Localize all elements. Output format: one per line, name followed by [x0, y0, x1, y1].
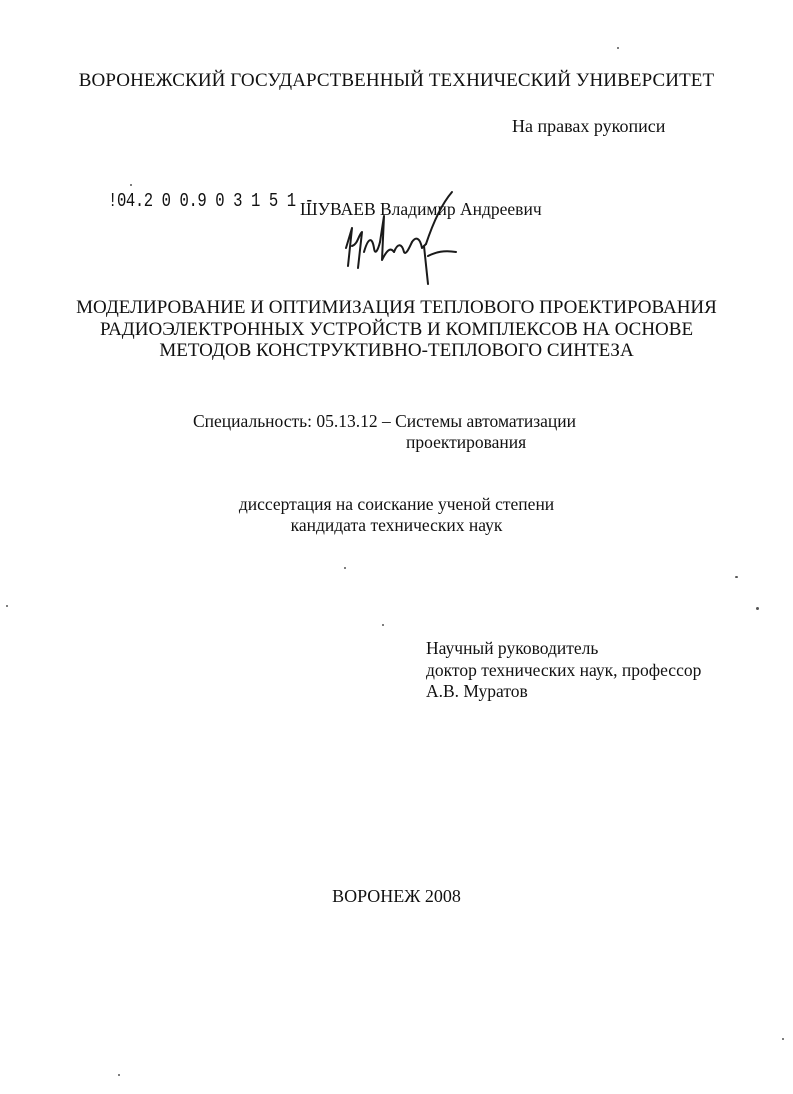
- thesis-line-2: кандидата технических наук: [290, 515, 503, 535]
- scan-speck: [6, 605, 8, 607]
- scan-speck: [344, 567, 346, 569]
- author-name: ШУВАЕВ Владимир Андреевич: [300, 199, 542, 219]
- title-line-2: РАДИОЭЛЕКТРОННЫХ УСТРОЙСТВ И КОМПЛЕКСОВ НА ОСНОВЕ: [99, 318, 694, 340]
- scan-speck: [130, 184, 132, 186]
- scan-speck: [782, 1038, 784, 1040]
- city-and-year: ВОРОНЕЖ 2008: [332, 886, 461, 906]
- university-name: ВОРОНЕЖСКИЙ ГОСУДАРСТВЕННЫЙ ТЕХНИЧЕСКИЙ УНИВЕРСИТЕТ: [78, 70, 715, 91]
- title-line-1: МОДЕЛИРОВАНИЕ И ОПТИМИЗАЦИЯ ТЕПЛОВОГО ПРОЕКТИРОВАНИЯ: [76, 297, 717, 318]
- advisor-degree: доктор технических наук, профессор: [426, 659, 702, 680]
- specialty-line-1: Специальность: 05.13.12 – Системы автоматизации: [193, 411, 577, 431]
- scan-speck: [756, 607, 759, 610]
- thesis-line-1: диссертация на соискание ученой степени: [238, 494, 555, 514]
- advisor-role: Научный руководитель: [426, 638, 599, 658]
- scan-speck: [735, 576, 738, 578]
- scan-speck: [617, 47, 619, 49]
- advisor-name: А.В. Муратов: [426, 681, 528, 701]
- scan-speck: [382, 624, 384, 626]
- scientific-advisor: [426, 638, 701, 703]
- library-stamp-code: !04.2 0 0.9 0 3 1 5 1 -: [108, 190, 314, 212]
- thesis-description: [0, 494, 793, 536]
- author-signature: [328, 186, 468, 286]
- scan-speck: [118, 1074, 120, 1076]
- title-line-3: МЕТОДОВ КОНСТРУКТИВНО-ТЕПЛОВОГО СИНТЕЗА: [159, 340, 634, 361]
- dissertation-title: [0, 297, 793, 362]
- manuscript-rights-note: На правах рукописи: [512, 116, 666, 136]
- specialty-line-2: проектирования: [406, 432, 527, 452]
